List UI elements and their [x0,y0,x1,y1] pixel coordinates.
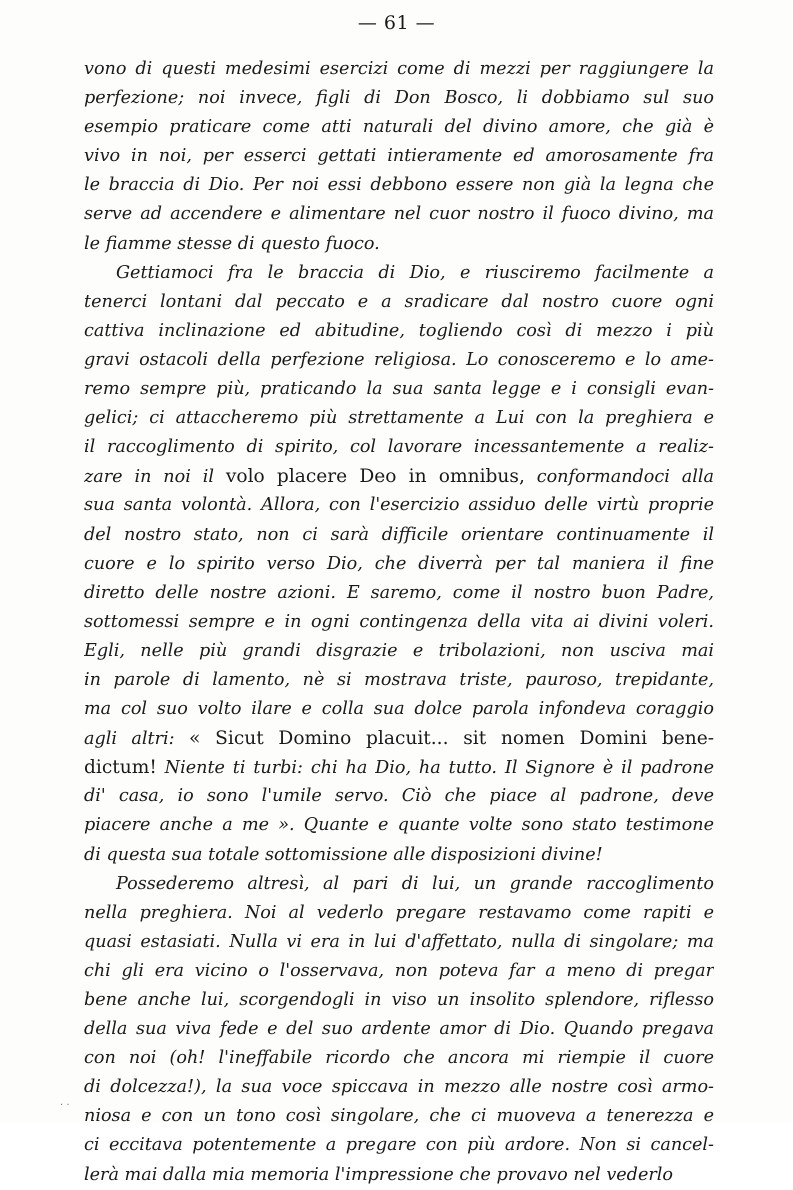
text-segment: Niente ti turbi: chi ha Dio, ha tutto. Il Signore è il padrone [156,758,714,779]
text-line [84,753,714,782]
scan-speck-marks: · · [60,1100,70,1111]
text-line: bene anche lui, scorgendogli in viso un insolito splendore, riflesso [84,990,714,1010]
text-line: sottomessi sempre e in ogni contingenza della vita ai divini voleri. [84,611,714,632]
text-line: remo sempre più, praticando la sua santa legge e i consigli evan- [84,379,714,400]
text-line: lerà mai dalla mia memoria l'impressione che provavo nel vederlo [84,1164,673,1185]
text-line: Gettiamoci fra le braccia di Dio, e riusciremo facilmente a [116,262,714,283]
text-line: diretto delle nostre azioni. E saremo, come il nostro buon Padre, [84,582,714,603]
text-line: sua santa volontà. Allora, con l'esercizio assiduo delle virtù proprie [84,495,714,516]
text-line: in parole di lamento, nè si mostrava triste, pauroso, trepidante, [84,669,714,690]
text-line: tenerci lontani dal peccato e a sradicare dal nostro cuore ogni [84,291,714,312]
text-line: ci eccitava potentemente a pregare con più ardore. Non si cancel- [84,1135,714,1156]
text-segment: agli altri: [84,729,190,750]
text-line: con noi (oh! l'ineffabile ricordo che ancora mi riempie il cuore [84,1048,714,1069]
text-line: nella preghiera. Noi al vederlo pregare restavamo come rapiti e [84,902,714,923]
text-line: chi gli era vicino o l'osservava, non poteva far a meno di pregar [84,960,714,981]
text-line: perfezione; noi invece, figli di Don Bosco, li dobbiamo sul suo [84,88,714,109]
text-line: della sua viva fede e del suo ardente amor di Dio. Quando pregava [84,1019,714,1040]
text-segment: conformandoci alla [524,467,714,488]
text-line: le braccia di Dio. Per noi essi debbono essere non già la legna che [84,175,714,196]
text-line: del nostro stato, non ci sarà difficile orientare continuamente il [84,524,714,545]
text-line: esempio praticare come atti naturali del divino amore, che già è [84,117,714,138]
body-text [84,55,714,1190]
text-line: gelici; ci attaccheremo più strettamente a Lui con la preghiera e [84,408,714,429]
text-line [84,724,714,753]
text-line: gravi ostacoli della perfezione religiosa. Lo conosceremo e lo ame- [84,349,714,370]
text-line: Possederemo altresì, al pari di lui, un grande raccoglimento [116,873,714,894]
text-line: quasi estasiati. Nulla vi era in lui d'affettato, nulla di singolare; ma [84,931,714,952]
text-line: le fiamme stesse di questo fuoco. [84,233,380,254]
text-line: niosa e con un tono così singolare, che ci muoveva a tenerezza e [84,1106,714,1127]
page-number: — 61 — [357,12,436,34]
latin-quotation: volo placere Deo in omnibus, [225,466,525,488]
text-line: ma col suo volto ilare e colla sua dolce parola infondeva coraggio [84,699,714,720]
latin-quotation: dictum! [84,757,157,779]
text-line: di dolcezza!), la sua voce spiccava in mezzo alle nostre così armo- [84,1077,714,1098]
text-line: di questa sua totale sottomissione alle disposizioni divine! [84,844,603,865]
latin-quotation: « Sicut Domino placuit... sit nomen Domini bene- [189,728,714,750]
text-line: Egli, nelle più grandi disgrazie e tribolazioni, non usciva mai [84,640,714,661]
text-line: di' casa, io sono l'umile servo. Ciò che piace al padrone, deve [84,786,714,807]
text-line: cattiva inclinazione ed abitudine, togliendo così di mezzo i più [84,320,714,341]
text-line: vivo in noi, per esserci gettati intieramente ed amorosamente fra [84,146,714,167]
text-line: piacere anche a me ». Quante e quante volte sono stato testimone [84,815,714,836]
text-line: serve ad accendere e alimentare nel cuor nostro il fuoco divino, ma [84,204,714,225]
text-line: vono di questi medesimi esercizi come di mezzi per raggiungere la [84,59,714,79]
text-line [84,462,714,491]
text-line: il raccoglimento di spirito, col lavorare incessantemente a realiz- [84,437,714,458]
text-line: cuore e lo spirito verso Dio, che diverrà per tal maniera il fine [84,553,714,574]
text-segment: zare in noi il [84,467,226,488]
